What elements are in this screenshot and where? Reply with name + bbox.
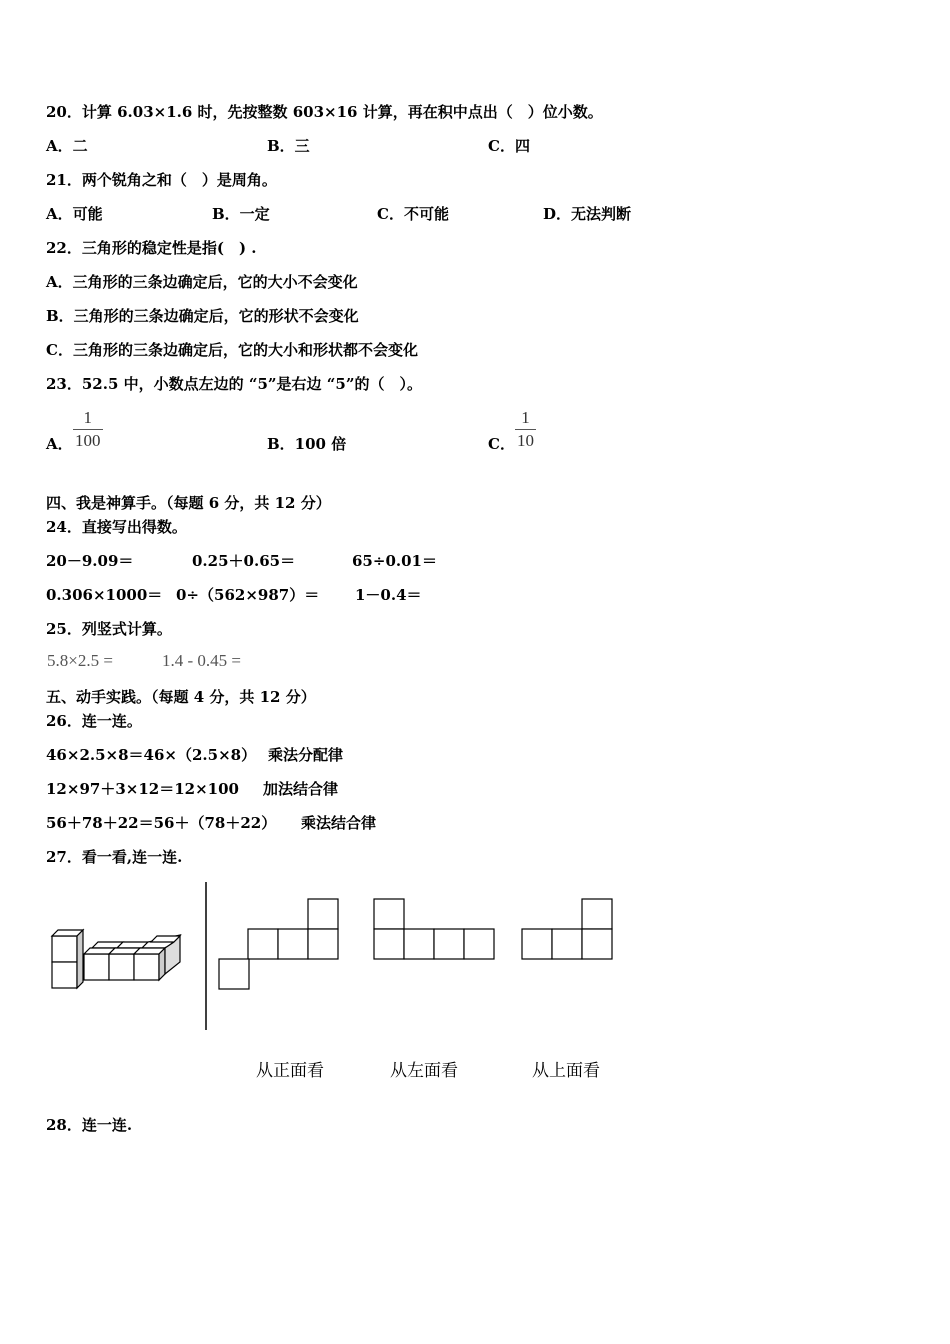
vertical-divider: [204, 882, 208, 1030]
q26-stem: 26．连一连。: [46, 712, 142, 730]
view-label-front: 从正面看: [256, 1061, 324, 1081]
q26-law: 乘法分配律: [268, 746, 344, 764]
q24-item: 65÷0.01＝: [352, 552, 437, 570]
q24-item: 0.25＋0.65＝: [192, 552, 296, 570]
q27-stem: 27．看一看,连一连.: [46, 848, 183, 866]
q28-stem: 28．连一连.: [46, 1116, 133, 1134]
cube-solid-figure: [40, 920, 190, 1000]
q21-stem: 21．两个锐角之和（ ）是周角。: [46, 171, 277, 189]
fraction-bar: [73, 429, 103, 430]
q22-option-c: C．三角形的三条边确定后，它的大小和形状都不会变化: [46, 341, 418, 359]
view-label-left: 从左面看: [390, 1061, 458, 1081]
q24-item: 20－9.09＝: [46, 552, 134, 570]
q22-option-b: B．三角形的三条边确定后，它的形状不会变化: [46, 307, 359, 325]
q25-item: 5.8×2.5 =: [47, 651, 113, 670]
q20-stem: 20．计算 6.03×1.6 时，先按整数 603×16 计算，再在积中点出（ ）位小数。: [46, 103, 603, 121]
section5-title: 五、动手实践。（每题 4 分，共 12 分）: [46, 688, 316, 706]
q21-option-c: C．不可能: [377, 205, 449, 223]
fraction-denominator: 10: [517, 431, 534, 450]
q23-option-a-label: A．: [46, 435, 73, 453]
q22-option-a: A．三角形的三条边确定后，它的大小不会变化: [46, 273, 358, 291]
q24-item: 1－0.4＝: [355, 586, 422, 604]
view-shape-1: [218, 897, 342, 991]
q20-option-c: C．四: [488, 137, 530, 155]
q21-option-a: A．可能: [46, 205, 103, 223]
view-shape-3: [520, 897, 616, 961]
q20-option-b: B．三: [267, 137, 310, 155]
q23-option-c-label: C．: [488, 435, 515, 453]
view-shape-2: [372, 897, 497, 961]
q21-option-d: D．无法判断: [543, 205, 632, 223]
q20-option-a: A．二: [46, 137, 88, 155]
q24-item: 0.306×1000＝: [46, 586, 163, 604]
q23-option-a-fraction: [73, 408, 103, 451]
q26-expression: 56＋78＋22＝56＋（78＋22）: [46, 814, 277, 832]
q26-expression: 46×2.5×8＝46×（2.5×8）: [46, 746, 257, 764]
section4-title: 四、我是神算手。（每题 6 分，共 12 分）: [46, 494, 331, 512]
q25-stem: 25．列竖式计算。: [46, 620, 172, 638]
fraction-denominator: 100: [75, 431, 101, 450]
q23-option-b: B．100 倍: [267, 435, 347, 453]
fraction-numerator: 1: [83, 408, 92, 427]
q21-option-b: B．一定: [212, 205, 270, 223]
fraction-bar: [515, 429, 536, 430]
q24-item: 0÷（562×987）＝: [176, 586, 320, 604]
q26-law: 乘法结合律: [301, 814, 377, 832]
q25-item: 1.4 - 0.45 =: [162, 651, 241, 670]
q23-option-c-fraction: [515, 408, 536, 451]
q24-stem: 24．直接写出得数。: [46, 518, 187, 536]
fraction-numerator: 1: [521, 408, 530, 427]
q26-expression: 12×97＋3×12＝12×100: [46, 780, 239, 798]
q22-stem: 22．三角形的稳定性是指( ) .: [46, 239, 257, 257]
view-label-top: 从上面看: [532, 1061, 600, 1081]
q23-stem: 23．52.5 中，小数点左边的 “5”是右边 “5”的（ ）。: [46, 375, 422, 393]
q26-law: 加法结合律: [263, 780, 339, 798]
